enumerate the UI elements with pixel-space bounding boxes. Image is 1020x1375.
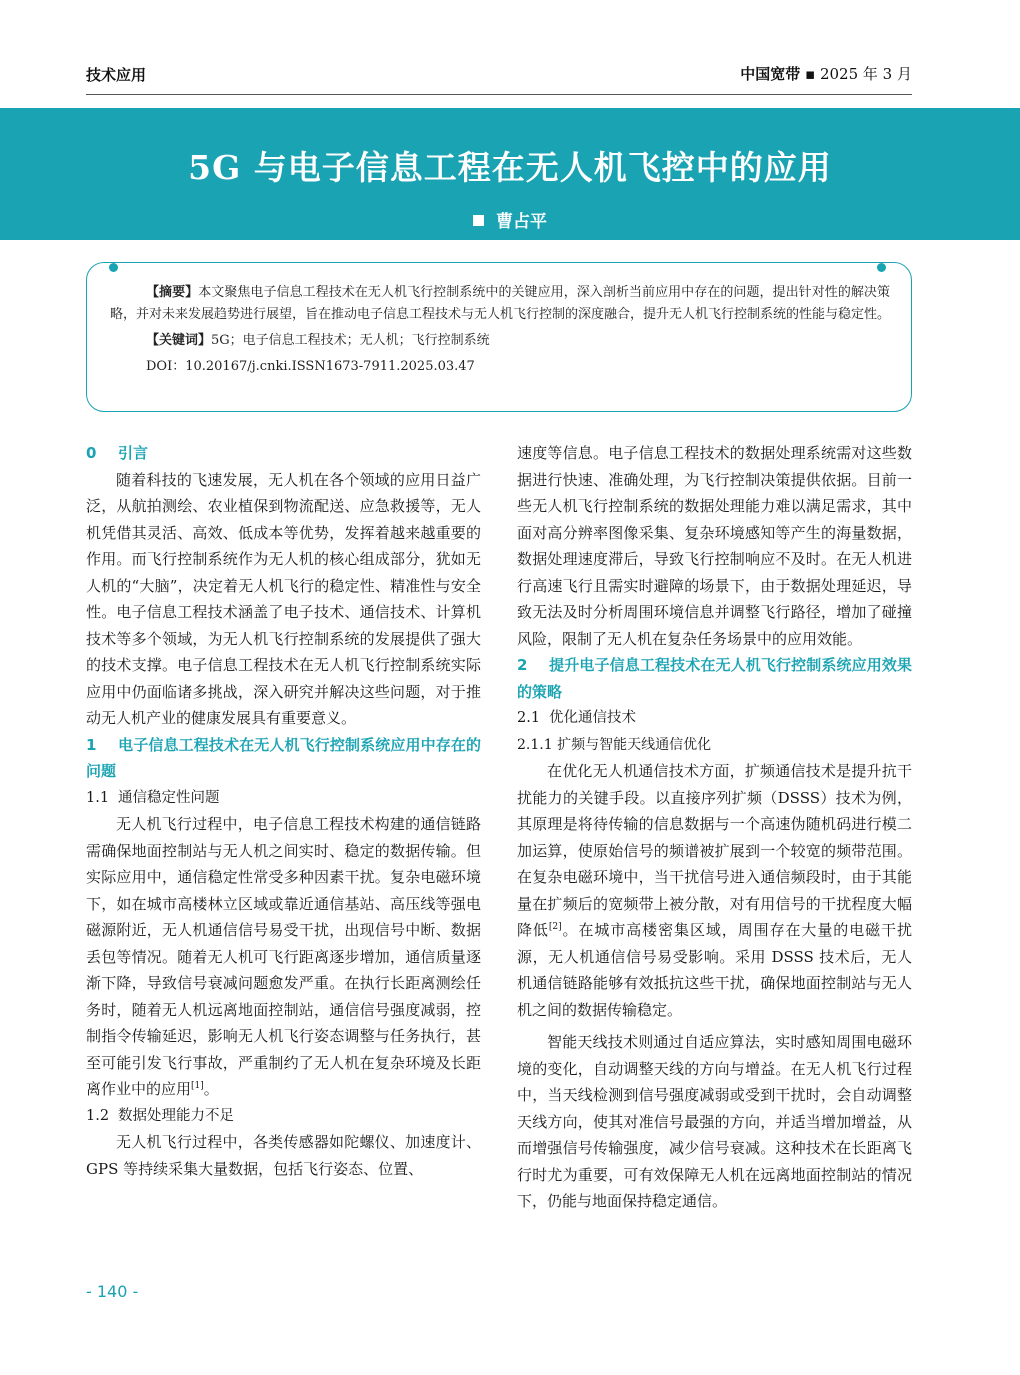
paragraph: 无人机飞行过程中，各类传感器如陀螺仪、加速度计、GPS 等持续采集大量数据，包括飞行姿态、位置、	[86, 1133, 481, 1178]
paragraph-end: 。	[203, 1080, 219, 1098]
section-title: 提升电子信息工程技术在无人机飞行控制系统应用效果的策略	[517, 656, 912, 701]
subsection-title: 优化通信技术	[549, 710, 636, 726]
author-line	[0, 207, 1020, 232]
paragraph-text: 在优化无人机通信技术方面，扩频通信技术是提升抗干扰能力的关键手段。以直接序列扩频（DSSS）技术为例，其原理是将待传输的信息数据与一个高速伪随机码进行模二加运算，使原始信号的频谱被扩展到一个较宽的频带范围。在复杂电磁环境中，当干扰信号进入通信频段时，由于其能量在扩频后的宽频带上被分散，对有用信号的干扰程度大幅降低	[517, 762, 912, 939]
abstract-paragraph	[110, 282, 890, 326]
paragraph: 随着科技的飞速发展，无人机在各个领域的应用日益广泛，从航拍测绘、农业植保到物流配送、应急救援等，无人机凭借其灵活、高效、低成本等优势，发挥着越来越重要的作用。而飞行控制系统作为无人机的核心组成部分，犹如无人机的“大脑”，决定着无人机飞行的稳定性、精准性与安全性。电子信息工程技术涵盖了电子技术、通信技术、计算机技术等多个领域，为无人机飞行控制系统的发展提供了强大的技术支撑。电子信息工程技术在无人机飞行控制系统实际应用中仍面临诸多挑战，深入研究并解决这些问题，对于推动无人机产业的健康发展具有重要意义。	[86, 470, 481, 727]
paragraph: 速度等信息。电子信息工程技术的数据处理系统需对这些数据进行快速、准确处理，为飞行控制决策提供依据。目前一些无人机飞行控制系统的数据处理能力难以满足需求，其中面对高分辨率图像采集、复杂环境感知等产生的海量数据，数据处理速度滞后，导致飞行控制响应不及时。在无人机进行高速飞行且需实时避障的场景下，由于数据处理延迟，导致无法及时分析周围环境信息并调整飞行路径，增加了碰撞风险，限制了无人机在复杂任务场景中的应用效能。	[517, 444, 912, 648]
doi: DOI：10.20167/j.cnki.ISSN1673-7911.2025.03.47	[146, 359, 475, 374]
subsection-heading	[517, 705, 912, 732]
subsection-title: 通信稳定性问题	[118, 789, 220, 806]
section-heading	[517, 652, 912, 705]
page-number: - 140 -	[86, 1282, 139, 1301]
section-label: 技术应用	[86, 66, 147, 84]
abstract-label: 【摘要】	[146, 285, 199, 300]
header-rule	[86, 94, 912, 95]
dot-left-icon	[109, 263, 118, 272]
section-heading	[86, 732, 481, 785]
issue-date: 2025 年 3 月	[819, 65, 912, 83]
section-title: 引言	[118, 444, 149, 462]
subsection-number: 1.2	[86, 1107, 110, 1124]
article-title: 5G 与电子信息工程在无人机飞控中的应用	[188, 148, 832, 187]
subsection-number: 2.1	[517, 710, 541, 726]
right-column	[517, 440, 912, 1215]
subsection-title: 数据处理能力不足	[118, 1107, 234, 1124]
subsection-heading	[86, 1103, 481, 1130]
subsubsection-heading: 2.1.1 扩频与智能天线通信优化	[517, 736, 712, 753]
section-number: 2	[517, 656, 528, 674]
keywords-text: 5G；电子信息工程技术；无人机；飞行控制系统	[211, 333, 490, 348]
paragraph-end: 。在城市高楼密集区域，周围存在大量的电磁干扰源，无人机通信信号易受影响。采用 DSSS 技术后，无人机通信链路能够有效抵抗这些干扰，确保地面控制站与无人机之间的数据传输稳定。	[517, 921, 912, 1019]
dot-right-icon	[877, 263, 886, 272]
citation-ref: [2]	[548, 922, 562, 932]
author-name: 曹占平	[496, 212, 547, 232]
abstract-text: 本文聚焦电子信息工程技术在无人机飞行控制系统中的关键应用，深入剖析当前应用中存在的问题，提出针对性的解决策略，并对未来发展趋势进行展望，旨在推动电子信息工程技术与无人机飞行控制的深度融合，提升无人机飞行控制系统的性能与稳定性。	[110, 285, 891, 322]
keywords	[110, 330, 890, 352]
section-number: 1	[86, 735, 97, 754]
paragraph	[86, 811, 481, 1103]
paragraph	[517, 758, 912, 1023]
section-heading	[86, 440, 481, 467]
journal-issue: 中国宽带 ▪ 2025 年 3 月	[740, 65, 912, 83]
keywords-label: 【关键词】	[146, 333, 212, 348]
subsection-heading	[86, 785, 481, 812]
paragraph-text: 无人机飞行过程中，电子信息工程技术构建的通信链路需确保地面控制站与无人机之间实时、稳定的数据传输。但实际应用中，通信稳定性常受多种因素干扰。复杂电磁环境下，如在城市高楼林立区域或靠近通信基站、高压线等强电磁源附近，无人机通信信号易受干扰，出现信号中断、数据丢包等情况。随着无人机可飞行距离逐步增加，通信质量逐渐下降，导致信号衰减问题愈发严重。在执行长距离测绘任务时，随着无人机远离地面控制站，通信信号强度减弱，控制指令传输延迟，影响无人机飞行姿态调整与任务执行，甚至可能引发飞行事故，严重制约了无人机在复杂环境及长距离作业中的应用	[86, 815, 481, 1098]
citation-ref: [1]	[191, 1081, 204, 1091]
abstract	[110, 282, 890, 378]
square-bullet-icon	[473, 215, 484, 226]
section-title: 电子信息工程技术在无人机飞行控制系统应用中存在的问题	[86, 735, 481, 780]
journal-name: 中国宽带	[740, 65, 801, 83]
left-column	[86, 440, 481, 1182]
paragraph: 智能天线技术则通过自适应算法，实时感知周围电磁环境的变化，自动调整天线的方向与增益。在无人机飞行过程中，当天线检测到信号强度减弱或受到干扰时，会自动调整天线方向，使其对准信号最强的方向，并适当增加增益，从而增强信号传输强度，减少信号衰减。这种技术在长距离飞行时尤为重要，可有效保障无人机在远离地面控制站的情况下，仍能与地面保持稳定通信。	[517, 1033, 912, 1210]
subsection-number: 1.1	[86, 789, 110, 806]
section-number: 0	[86, 444, 97, 462]
